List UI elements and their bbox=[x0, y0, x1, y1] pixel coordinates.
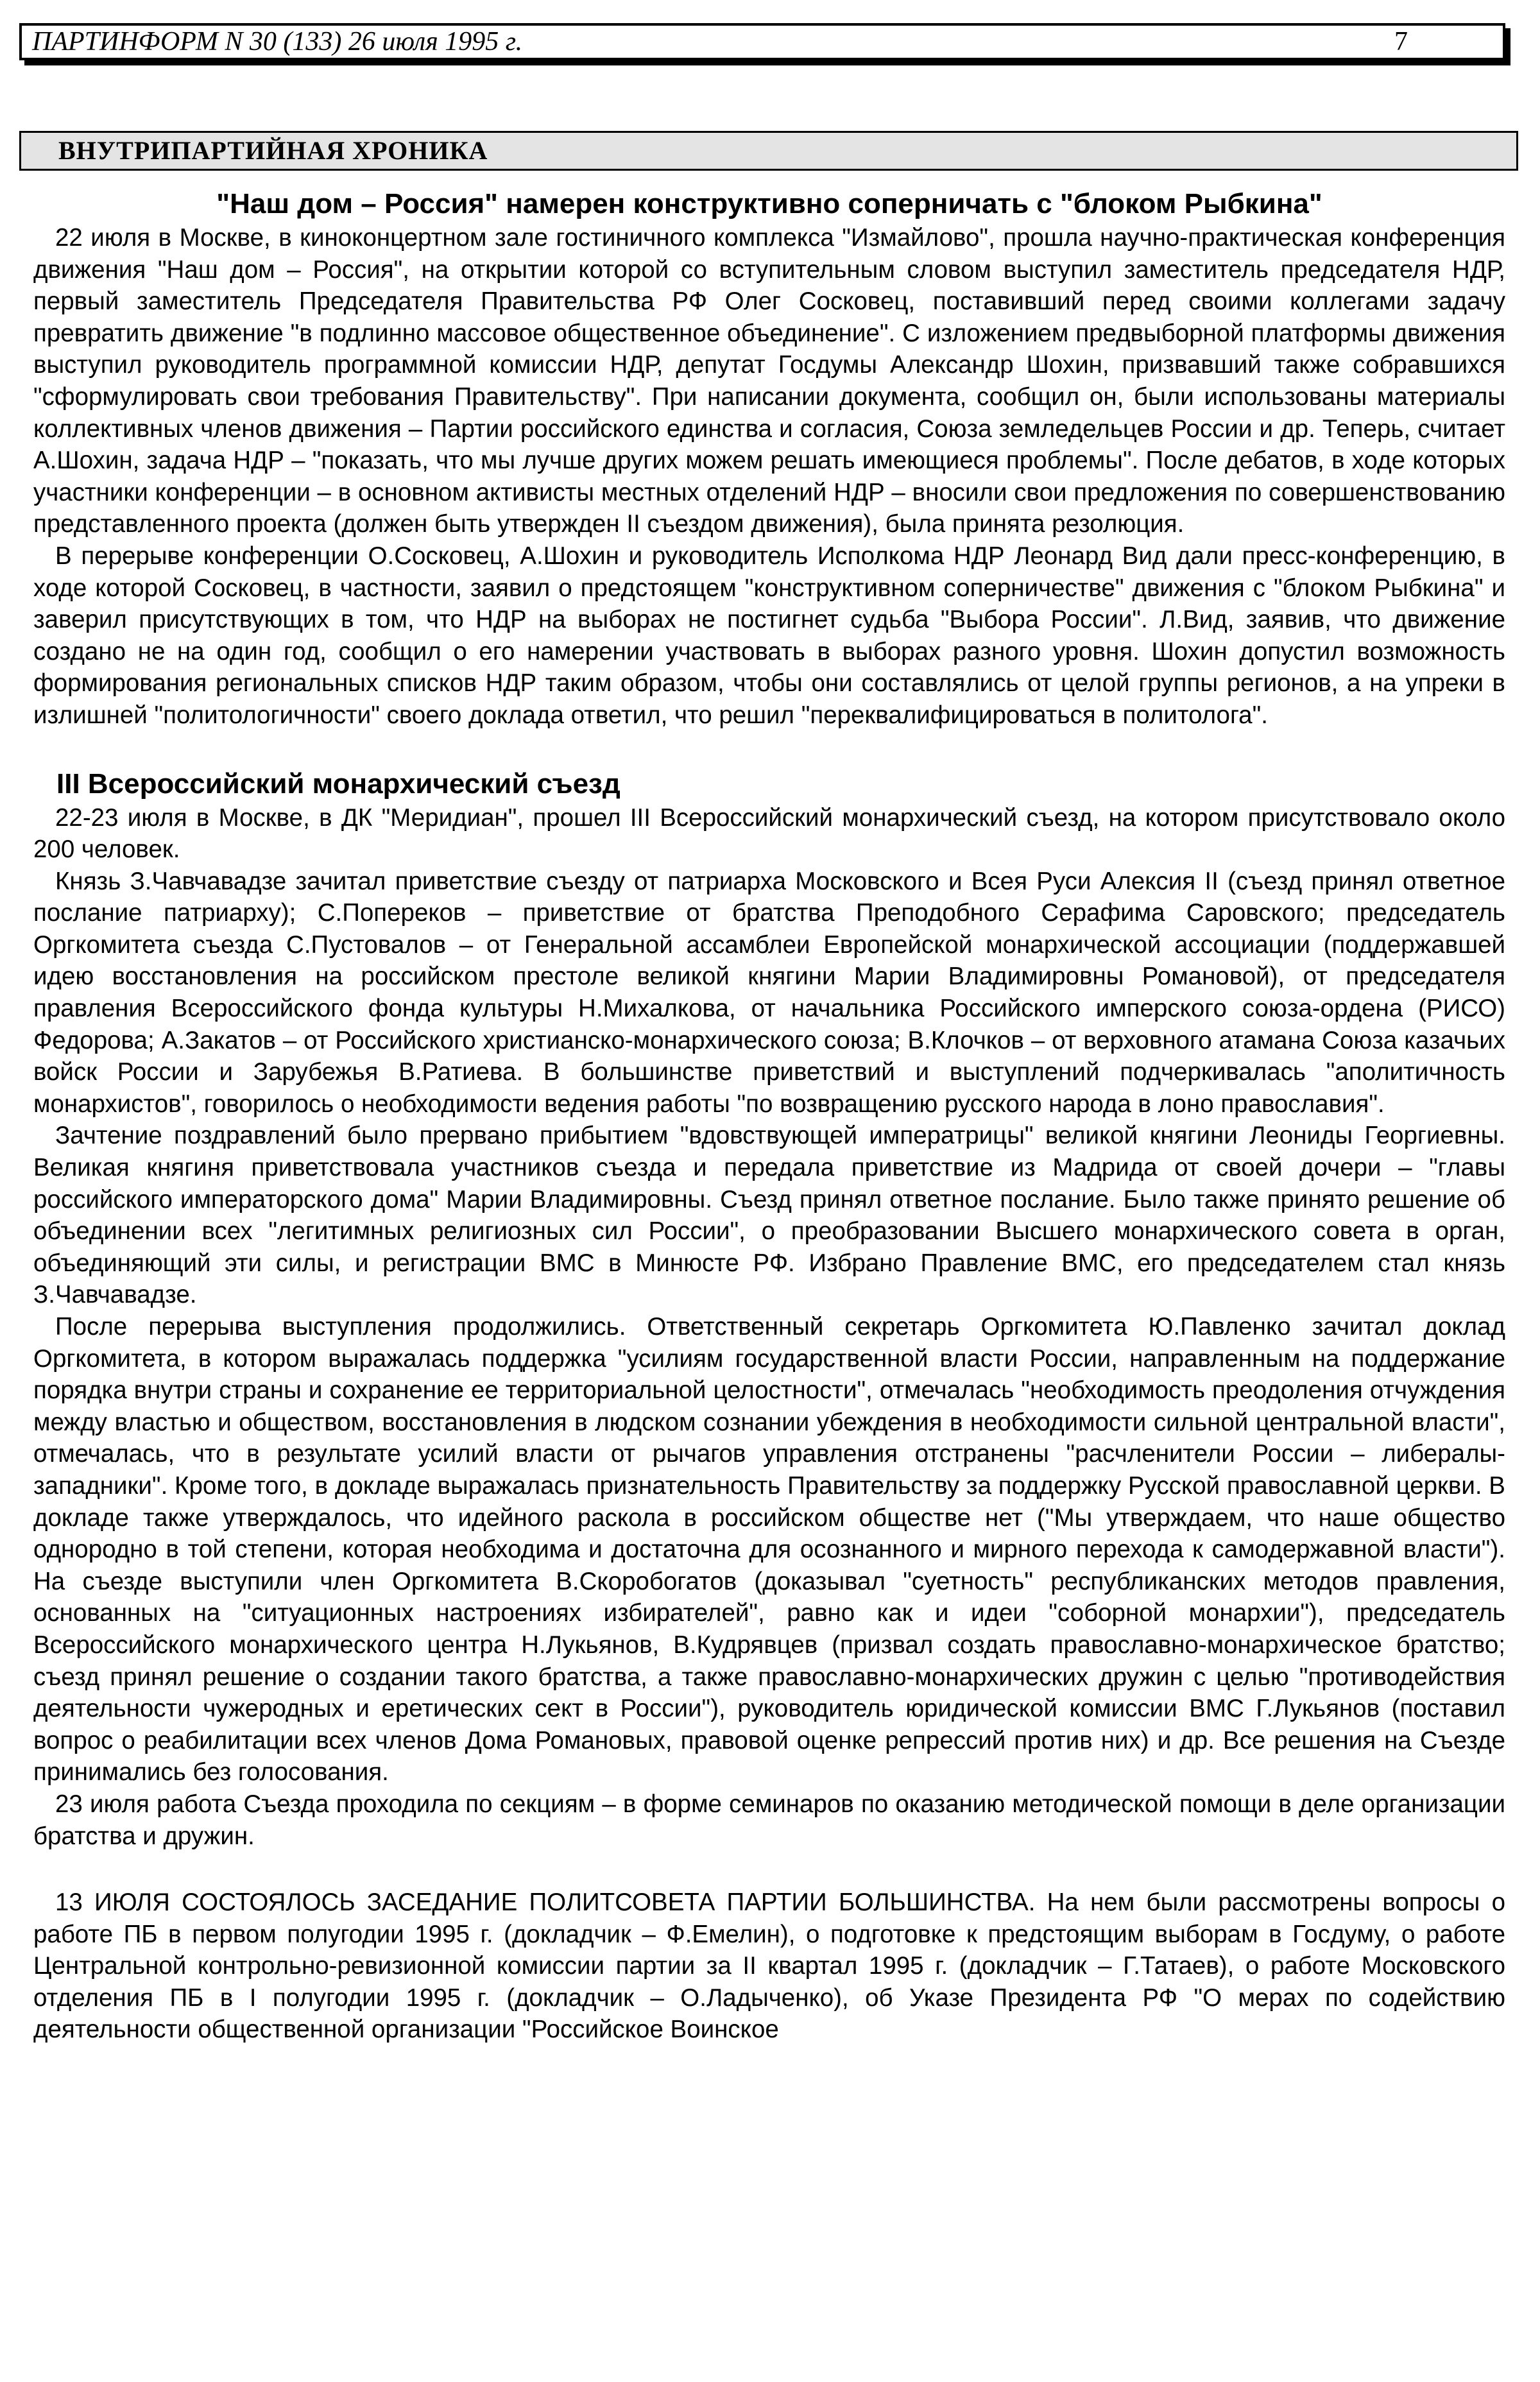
article-ndr bbox=[33, 186, 1505, 732]
article-paragraph: 23 июля работа Съезда проходила по секциям – в форме семинаров по оказанию методической помощи в деле организации братства и дружин. bbox=[33, 1790, 1505, 1850]
page-number: 7 bbox=[1394, 27, 1408, 56]
article-title: III Всероссийский монархический съезд bbox=[56, 767, 620, 800]
article-paragraph: После перерыва выступления продолжились. Ответственный секретарь Оргкомитета Ю.Павленко зачитал доклад Оргкомитета, в котором выражалась поддержка "усилиям государственной власти России, направленным на поддержание порядка внутри страны и сохранение ее территориальной целостности", отмечалась "необходимость преодоления отчуждения между властью и обществом, восстановления в людском сознании убеждения в необходимости сильной центральной власти", отмечалась, что в результате усилий власти от рычагов управления отстранены "расчленители России – либералы-западники". Кроме того, в докладе выражалась признательность Правительству за поддержку Русской православной церкви. В докладе также утверждалось, что идейного раскола в российском обществе нет ("Мы утверждаем, что наше общество однородно в той степени, которая необходима и достаточна для осознанного и мирного перехода к самодержавной власти"). На съезде выступили член Оргкомитета В.Скоробогатов (доказывал "суетность" республиканских методов правления, основанных на "ситуационных настроениях избирателей", равно как и идеи "соборной монархии"), председатель Всероссийского монархического центра Н.Лукьянов, В.Кудрявцев (призвал создать православно-монархическое братство; съезд принял решение о создании такого братства, а также православно-монархических дружин с целью "противодействия деятельности чужеродных и еретических сект в России"), руководитель юридической комиссии ВМС Г.Лукьянов (поставил вопрос о реабилитации всех членов Дома Романовых, правовой оценке репрессий против них) и др. Все решения на Съезде принимались без голосования. bbox=[33, 1313, 1505, 1786]
article-paragraph: Зачтение поздравлений было прервано прибытием "вдовствующей императрицы" великой княгини Леониды Георгиевны. Великая княгиня приветствовала участников съезда и передала приветствие из Мадрида от своей дочери – "главы российского императорского дома" Марии Владимировны. Съезд принял ответное послание. Было также принято решение об объединении всех "легитимных религиозных сил России", о преобразовании Высшего монархического совета в орган, объединяющий эти силы, и регистрации ВМС в Минюсте РФ. Избрано Правление ВМС, его председателем стал князь З.Чавчавадзе. bbox=[33, 1122, 1505, 1309]
article-spacer bbox=[33, 732, 1505, 766]
section-heading: ВНУТРИПАРТИЙНАЯ ХРОНИКА bbox=[19, 131, 1518, 171]
article-title: "Наш дом – Россия" намерен конструктивно соперничать с "блоком Рыбкина" bbox=[216, 188, 1322, 219]
article-spacer bbox=[33, 1852, 1505, 1887]
article-paragraph: 22 июля в Москве, в киноконцертном зале гостиничного комплекса "Измайлово", прошла научно-практическая конференция движения "Наш дом – Россия", на открытии которой со вступительным словом выступил заместитель председателя НДР, первый заместитель Председателя Правительства РФ Олег Сосковец, поставивший перед своими коллегами задачу превратить движение "в подлинно массовое общественное объединение". С изложением предвыборной платформы движения выступил руководитель программной комиссии НДР, депутат Госдумы Александр Шохин, призвавший также собравшихся "сформулировать свои требования Правительству". При написании документа, сообщил он, были использованы материалы коллективных членов движения – Партии российского единства и согласия, Союза земледельцев России и др. Теперь, считает А.Шохин, задача НДР – "показать, что мы лучше других можем решать имеющиеся проблемы". После дебатов, в ходе которых участники конференции – в основном активисты местных отделений НДР – вносили свои предложения по совершенствованию представленного проекта (должен быть утвержден II съездом движения), была принята резолюция. bbox=[33, 224, 1505, 538]
publication-title: ПАРТИНФОРМ N 30 (133) 26 июля 1995 г. bbox=[32, 27, 523, 56]
page-header bbox=[19, 23, 1505, 60]
article-monarchist-congress bbox=[33, 766, 1505, 1853]
article-paragraph: 13 ИЮЛЯ СОСТОЯЛОСЬ ЗАСЕДАНИЕ ПОЛИТСОВЕТА ПАРТИИ БОЛЬШИНСТВА. На нем были рассмотрены вопросы о работе ПБ в первом полугодии 1995 г. (докладчик – Ф.Емелин), о подготовке к предстоящим выборам в Госдуму, о работе Центральной контрольно-ревизионной комиссии партии за II квартал 1995 г. (докладчик – Г.Татаев), о работе Московского отделения ПБ в I полугодии 1995 г. (докладчик – О.Ладыченко), об Указе Президента РФ "О мерах по содействию деятельности общественной организации "Российское Воинское bbox=[33, 1889, 1505, 2044]
article-paragraph: Князь З.Чавчавадзе зачитал приветствие съезду от патриарха Московского и Всея Руси Алексия II (съезд принял ответное послание патриарху); С.Попереков – приветствие от братства Преподобного Серафима Саровского; председатель Оргкомитета съезда С.Пустовалов – от Генеральной ассамблеи Европейской монархической ассоциации (поддержавшей идею восстановления на российском престоле великой княгини Марии Владимировны Романовой), от председателя правления Всероссийского фонда культуры Н.Михалкова, от начальника Российского имперского союза-ордена (РИСО) Федорова; А.Закатов – от Российского христианско-монархического союза; В.Клочков – от верховного атамана Союза казачьих войск России и Зарубежья В.Ратиева. В большинстве приветствий и выступлений подчеркивалась "аполитичность монархистов", говорилось о необходимости ведения работы "по возвращению русского народа в лоно православия". bbox=[33, 867, 1505, 1118]
article-paragraph: 22-23 июля в Москве, в ДК "Меридиан", прошел III Всероссийский монархический съезд, на котором присутствовало около 200 человек. bbox=[33, 803, 1505, 864]
page-content bbox=[33, 186, 1505, 2374]
article-majority-party bbox=[33, 1887, 1505, 2046]
article-paragraph: В перерыве конференции О.Сосковец, А.Шохин и руководитель Исполкома НДР Леонард Вид дали пресс-конференцию, в ходе которой Сосковец, в частности, заявил о предстоящем "конструктивном соперничестве" движения с "блоком Рыбкина" и заверил присутствующих в том, что НДР на выборах не постигнет судьба "Выбора России". Л.Вид, заявив, что движение создано не на один год, сообщил о его намерении участвовать в выборах разного уровня. Шохин допустил возможность формирования региональных списков НДР таким образом, чтобы они составлялись от целой группы регионов, а на упреки в излишней "политологичности" своего доклада ответил, что решил "переквалифицироваться в политолога". bbox=[33, 542, 1505, 729]
